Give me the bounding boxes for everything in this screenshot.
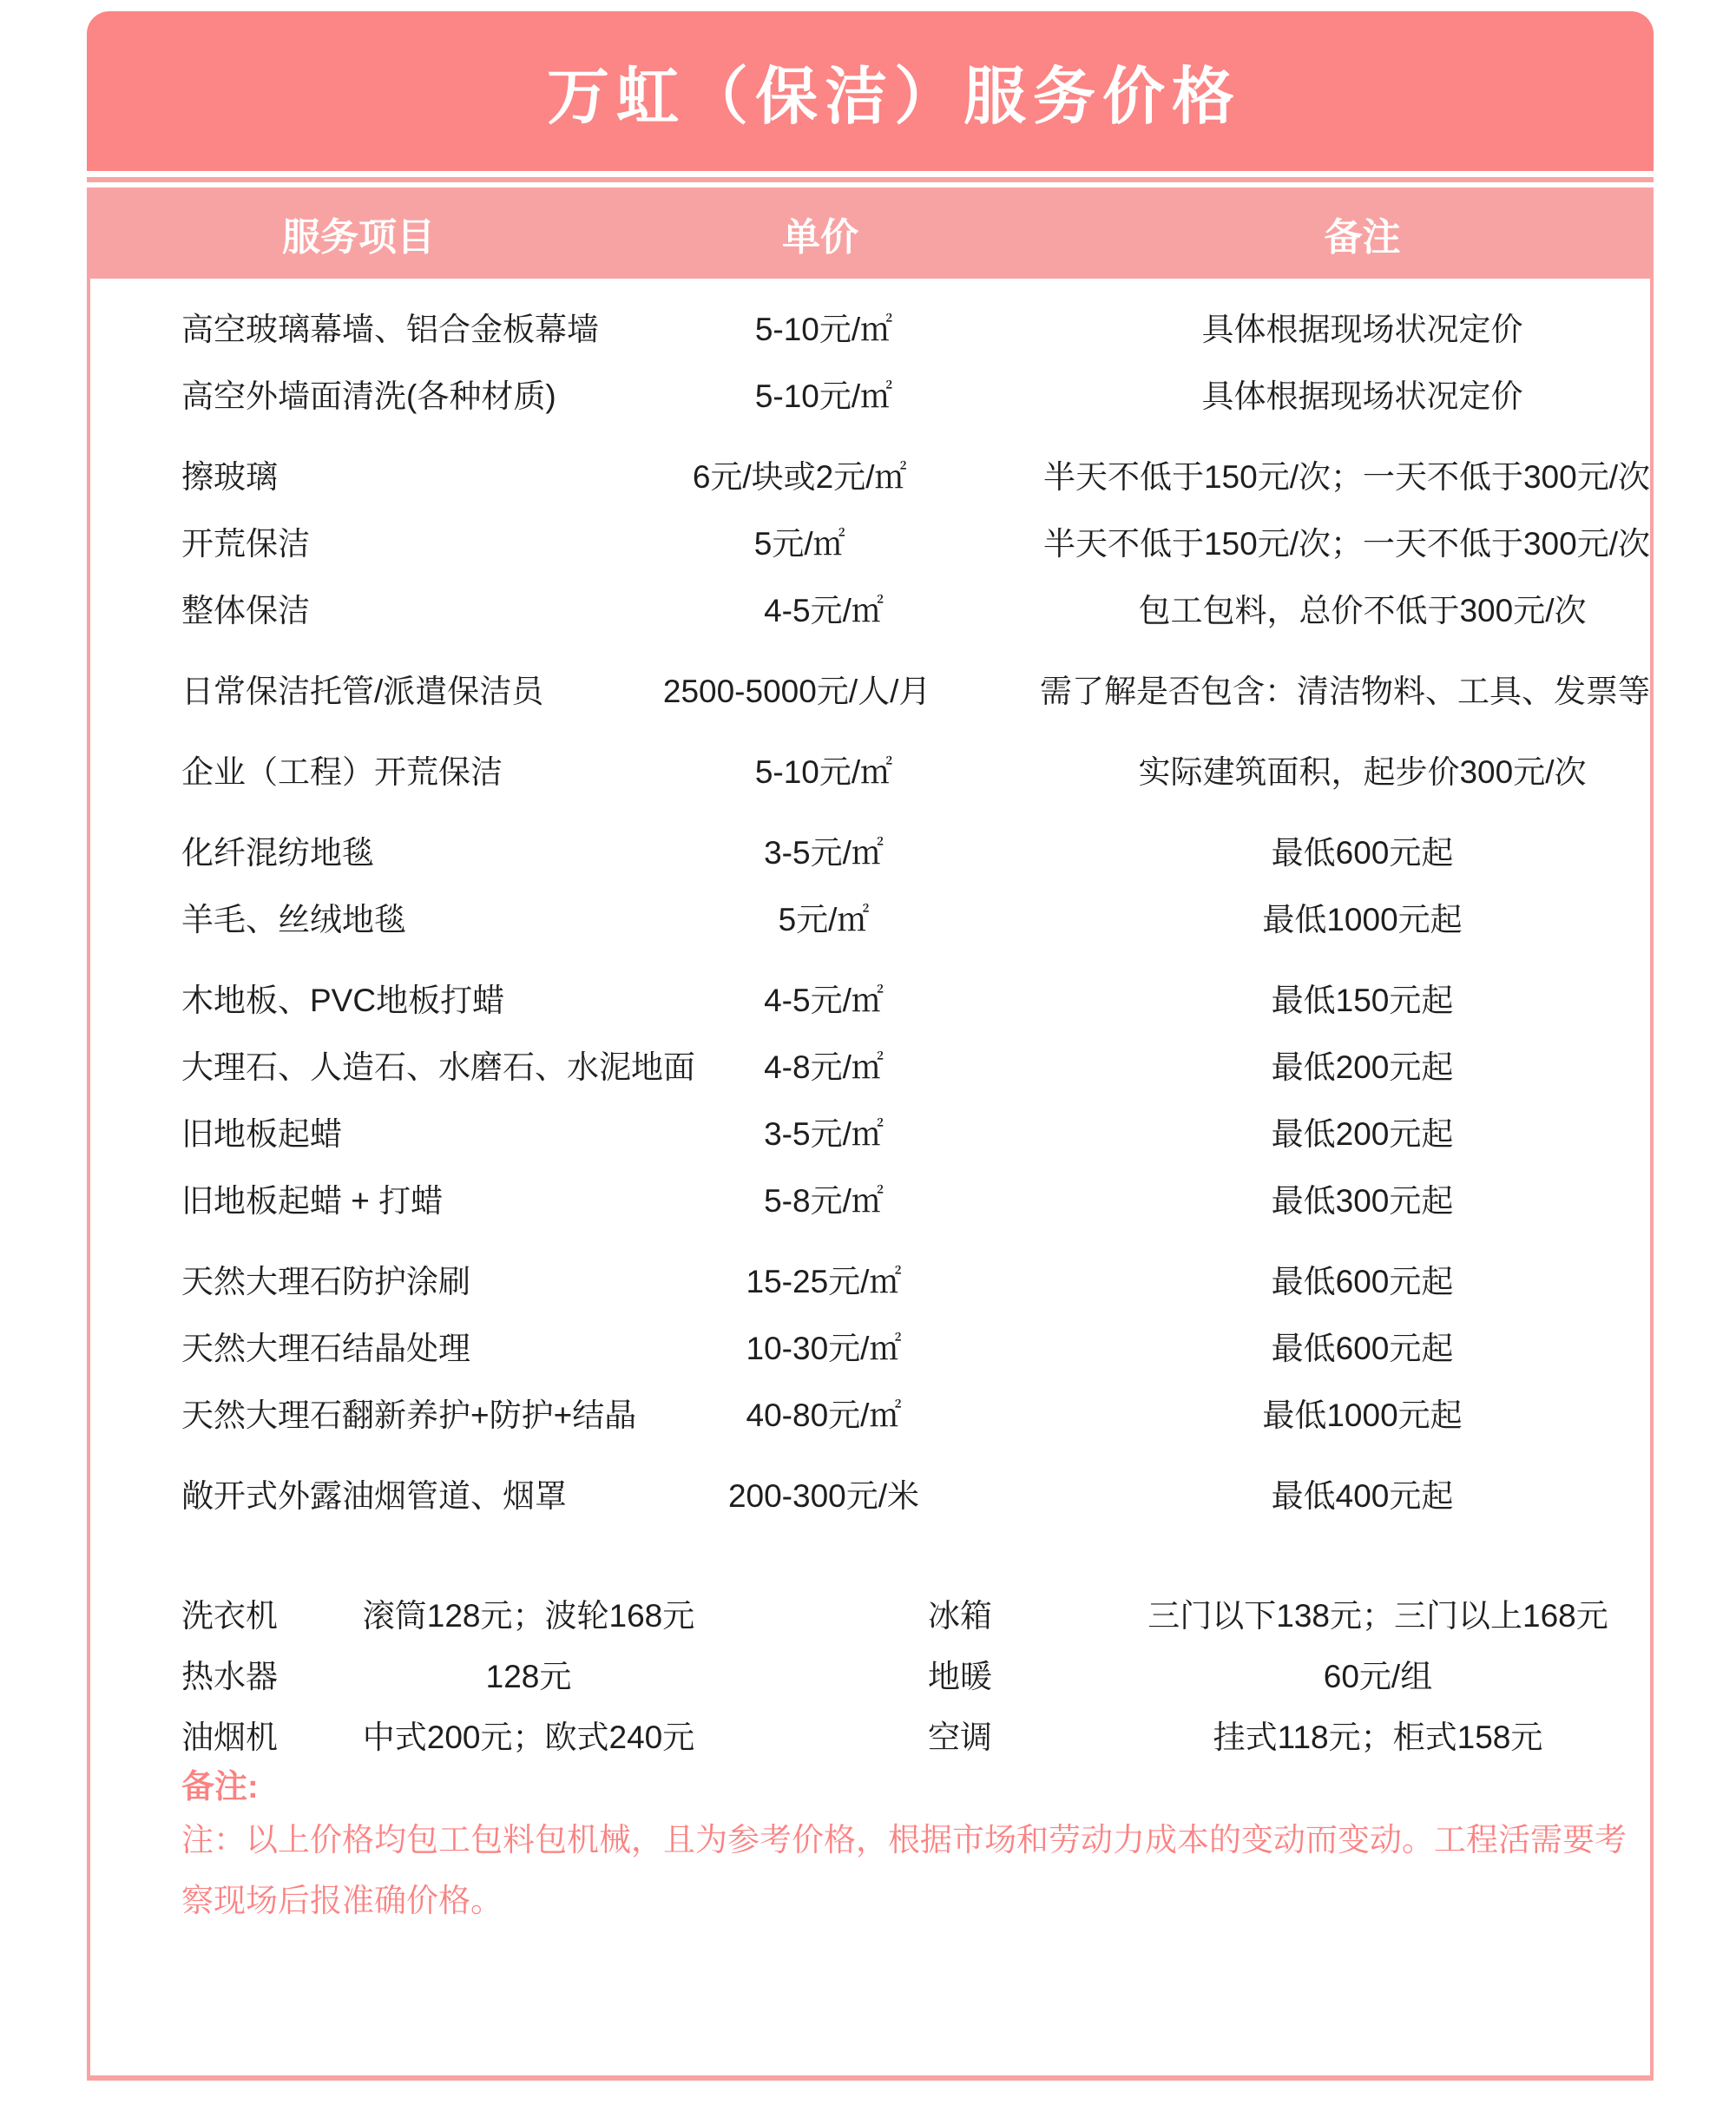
service-price: 6元/块或2元/㎡ <box>692 458 907 495</box>
service-item-label: 整体保洁 <box>181 592 310 628</box>
service-item-label: 天然大理石结晶处理 <box>181 1330 470 1366</box>
service-item-label: 大理石、人造石、水磨石、水泥地面 <box>181 1049 695 1085</box>
header-separator-gap <box>87 171 1654 177</box>
table-row <box>90 1378 1650 1445</box>
price-poster-card <box>87 11 1654 2081</box>
service-group <box>90 963 1650 1231</box>
service-group <box>90 440 1650 641</box>
service-price: 4-5元/㎡ <box>764 592 884 628</box>
service-item-label: 旧地板起蜡 + 打蜡 <box>181 1182 444 1219</box>
service-item-label: 天然大理石防护涂刷 <box>181 1263 470 1299</box>
service-note: 最低600元起 <box>1271 1330 1454 1366</box>
service-item-label: 化纤混纺地毯 <box>181 834 374 871</box>
service-item-label: 企业（工程）开荒保洁 <box>181 753 503 790</box>
service-price: 4-8元/㎡ <box>764 1049 884 1085</box>
appliance-value: 中式200元；欧式240元 <box>362 1720 695 1755</box>
service-item-label: 羊毛、丝绒地毯 <box>181 901 406 937</box>
service-note: 最低200元起 <box>1271 1049 1454 1085</box>
service-note: 半天不低于150元/次；一天不低于300元/次 <box>1042 525 1650 562</box>
service-note: 半天不低于150元/次；一天不低于300元/次 <box>1042 458 1650 495</box>
service-item-label: 天然大理石翻新养护+防护+结晶 <box>181 1397 637 1433</box>
service-item-label: 旧地板起蜡 <box>181 1115 342 1152</box>
service-note: 最低300元起 <box>1271 1182 1454 1219</box>
table-row <box>90 1459 1650 1526</box>
service-group <box>90 1245 1650 1445</box>
table-row <box>90 574 1650 641</box>
service-group <box>90 735 1650 802</box>
table-body <box>87 279 1654 2081</box>
table-row <box>90 735 1650 802</box>
service-group <box>90 816 1650 950</box>
service-price: 3-5元/㎡ <box>764 1115 884 1152</box>
service-item-label: 木地板、PVC地板打蜡 <box>181 982 505 1018</box>
service-note: 包工包料，总价不低于300元/次 <box>1138 592 1587 628</box>
service-item-label: 高空玻璃幕墙、铝合金板幕墙 <box>181 311 599 347</box>
footer-remarks-note: 注：以上价格均包工包料包机械，且为参考价格，根据市场和劳动力成本的变动而变动。工程活需要考察现场后报准确价格。 <box>181 1822 1627 1918</box>
poster-title: 万虹（保洁）服务价格 <box>546 62 1241 132</box>
service-price: 10-30元/㎡ <box>746 1330 902 1366</box>
service-item-label: 日常保洁托管/派遣保洁员 <box>181 673 544 709</box>
table-row <box>90 507 1650 574</box>
footer-remarks <box>181 1768 1650 1931</box>
appliance-row <box>90 1643 1650 1704</box>
table-row <box>90 963 1650 1030</box>
service-note: 具体根据现场状况定价 <box>1201 378 1523 414</box>
service-group <box>90 1459 1650 1526</box>
appliances-section <box>90 1582 1650 1765</box>
service-group <box>90 654 1650 721</box>
column-header-price: 单价 <box>782 215 858 259</box>
appliance-label: 洗衣机 <box>181 1598 278 1634</box>
service-note: 最低1000元起 <box>1262 1397 1463 1433</box>
appliance-value: 滚筒128元；波轮168元 <box>362 1598 695 1634</box>
table-row <box>90 654 1650 721</box>
service-price: 200-300元/米 <box>727 1477 920 1514</box>
table-row <box>90 1312 1650 1378</box>
appliance-label: 冰箱 <box>928 1598 992 1634</box>
appliance-label: 地暖 <box>928 1659 992 1694</box>
service-price: 15-25元/㎡ <box>746 1263 902 1299</box>
poster-header <box>87 11 1654 171</box>
appliance-label: 热水器 <box>181 1659 278 1694</box>
footer-remarks-label: 备注: <box>181 1769 259 1805</box>
service-item-label: 敞开式外露油烟管道、烟罩 <box>181 1477 567 1514</box>
appliance-label: 油烟机 <box>181 1720 278 1755</box>
service-price: 5-8元/㎡ <box>764 1182 884 1219</box>
appliance-value: 三门以下138元；三门以上168元 <box>1147 1598 1608 1634</box>
table-row <box>90 293 1650 359</box>
service-price: 5-10元/㎡ <box>754 753 893 790</box>
appliance-row <box>90 1582 1650 1643</box>
table-row <box>90 816 1650 883</box>
service-price: 5-10元/㎡ <box>754 378 893 414</box>
service-group <box>90 293 1650 426</box>
service-price: 40-80元/㎡ <box>746 1397 902 1433</box>
column-header-service: 服务项目 <box>282 215 435 259</box>
service-note: 最低400元起 <box>1271 1477 1454 1514</box>
appliance-value: 128元 <box>485 1659 572 1694</box>
appliance-label: 空调 <box>928 1720 992 1755</box>
service-price: 4-5元/㎡ <box>764 982 884 1018</box>
appliance-value: 挂式118元；柜式158元 <box>1213 1720 1543 1755</box>
service-item-label: 开荒保洁 <box>181 525 310 562</box>
service-item-label: 擦玻璃 <box>181 458 278 495</box>
service-price: 3-5元/㎡ <box>764 834 884 871</box>
table-row <box>90 359 1650 426</box>
service-price: 2500-5000元/人/月 <box>662 673 931 709</box>
service-note: 最低1000元起 <box>1262 901 1463 937</box>
table-header-row <box>87 187 1654 279</box>
table-row <box>90 1164 1650 1231</box>
column-header-note: 备注 <box>1324 215 1401 259</box>
service-note: 最低200元起 <box>1271 1115 1454 1152</box>
service-note: 最低600元起 <box>1271 834 1454 871</box>
service-note: 最低150元起 <box>1271 982 1454 1018</box>
service-price: 5元/㎡ <box>778 901 870 937</box>
service-note: 需了解是否包含：清洁物料、工具、发票等 <box>1040 673 1650 709</box>
table-row <box>90 1097 1650 1164</box>
table-row <box>90 1245 1650 1312</box>
table-row <box>90 440 1650 507</box>
service-note: 具体根据现场状况定价 <box>1201 311 1523 347</box>
table-row <box>90 883 1650 950</box>
service-price: 5-10元/㎡ <box>754 311 893 347</box>
service-note: 实际建筑面积，起步价300元/次 <box>1138 753 1587 790</box>
appliance-value: 60元/组 <box>1323 1659 1433 1694</box>
appliance-row <box>90 1704 1650 1765</box>
service-item-label: 高空外墙面清洗(各种材质) <box>181 378 556 414</box>
table-row <box>90 1030 1650 1097</box>
service-note: 最低600元起 <box>1271 1263 1454 1299</box>
service-price: 5元/㎡ <box>753 525 845 562</box>
